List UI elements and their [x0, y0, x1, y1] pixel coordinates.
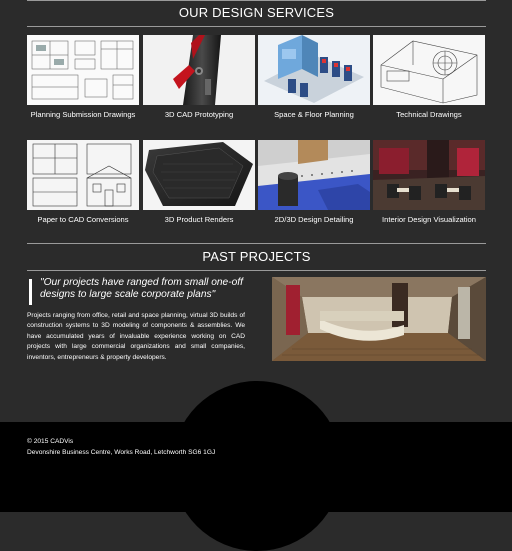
past-project-reception-image	[272, 277, 486, 361]
services-heading: OUR DESIGN SERVICES	[27, 0, 486, 27]
footer	[0, 422, 512, 512]
quote-bar	[29, 279, 32, 305]
service-tile-technical[interactable]	[373, 35, 485, 119]
interior-visualization-image	[373, 140, 485, 210]
paper-to-cad-image	[27, 140, 139, 210]
cad-prototype-image	[143, 35, 255, 105]
service-label: Technical Drawings	[396, 110, 462, 119]
past-projects-heading: PAST PROJECTS	[27, 243, 486, 271]
past-projects-description: Projects ranging from office, retail and space planning, virtual 3D builds of construction systems to 3D modeling of components & assemblies. We have accumulated years of invaluable experience working on CAD projects with large commercial organizations and small companies, inventors, entrepreneurs & property developers.	[27, 312, 245, 361]
floor-plan-render-image	[258, 35, 370, 105]
planning-drawing-image	[27, 35, 139, 105]
footer-text	[27, 437, 215, 458]
product-render-image	[143, 140, 255, 210]
past-projects-quote: "Our projects have ranged from small one-off designs to large scale corporate plans"	[40, 277, 243, 300]
service-label: Planning Submission Drawings	[30, 110, 136, 119]
footer-address: Devonshire Business Centre, Works Road, Letchworth SG6 1GJ	[27, 448, 216, 456]
service-tile-design-detailing[interactable]	[258, 140, 370, 224]
service-label: 3D Product Renders	[164, 215, 234, 224]
service-tile-prototyping[interactable]	[143, 35, 255, 119]
service-tile-planning[interactable]	[27, 35, 139, 119]
service-label: 3D CAD Prototyping	[164, 110, 234, 119]
technical-drawing-image	[373, 35, 485, 105]
service-tile-interior[interactable]	[373, 140, 485, 224]
service-label: 2D/3D Design Detailing	[274, 215, 354, 224]
service-tile-space-planning[interactable]	[258, 35, 370, 119]
footer-copyright: © 2015 CADVis	[27, 438, 74, 445]
service-tile-product-renders[interactable]	[143, 140, 255, 224]
design-detailing-image	[258, 140, 370, 210]
service-tile-paper-to-cad[interactable]	[27, 140, 139, 224]
service-label: Paper to CAD Conversions	[37, 215, 129, 224]
service-label: Space & Floor Planning	[274, 110, 354, 119]
service-label: Interior Design Visualization	[382, 215, 476, 224]
